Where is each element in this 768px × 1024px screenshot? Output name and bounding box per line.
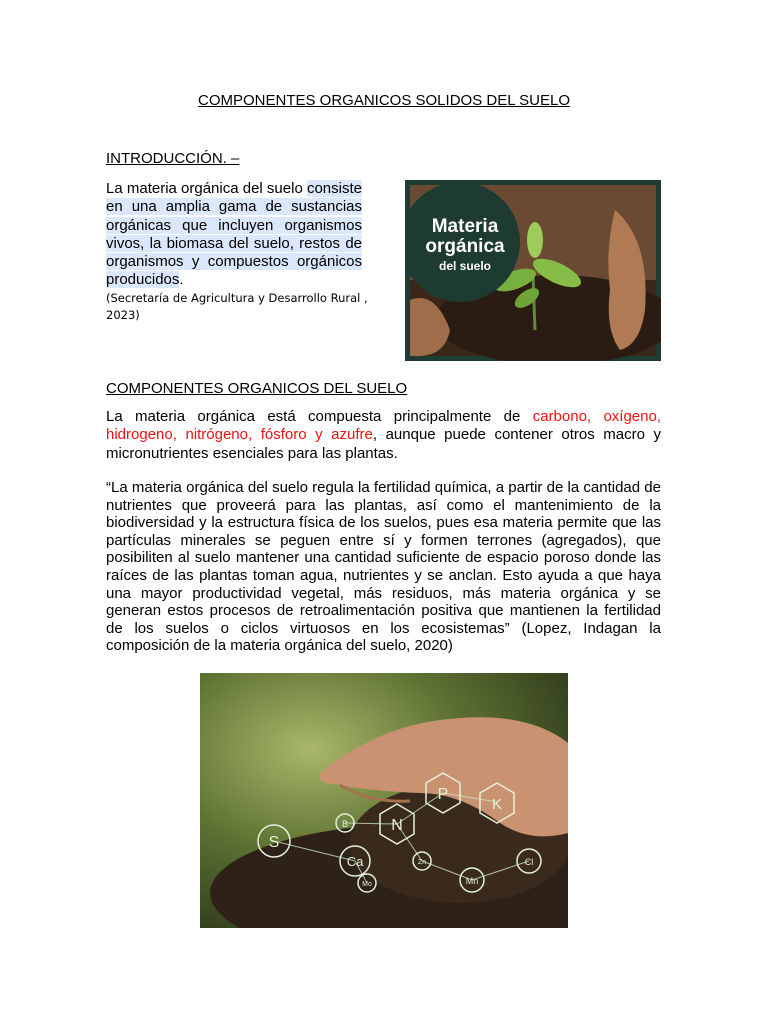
nutrient-label-ca: Ca bbox=[346, 854, 364, 869]
nutrient-label-b: B bbox=[341, 819, 349, 829]
components-paragraph bbox=[106, 408, 661, 463]
intro-text-plain: La materia orgánica del suelo bbox=[106, 180, 303, 197]
page-title: COMPONENTES ORGANICOS SOLIDOS DEL SUELO bbox=[197, 92, 571, 109]
nutrient-label-k: K bbox=[491, 796, 503, 813]
materia-organica-illustration bbox=[405, 180, 661, 361]
nutrient-label-zn: Zn bbox=[417, 859, 427, 866]
nutrient-label-mo: Mo bbox=[362, 881, 372, 888]
materia-line1: Materia bbox=[431, 216, 499, 237]
nutrient-label-p: P bbox=[437, 786, 449, 803]
components-elements: carbono, oxígeno, hidrogeno, nitrógeno, fósforo y azufre bbox=[106, 408, 661, 444]
intro-text-end: . bbox=[179, 271, 184, 289]
intro-paragraph bbox=[106, 180, 362, 290]
quote-paragraph: “La materia orgánica del suelo regula la fertilidad química, a partir de la cantidad de nutrientes que proveerá para las plantas, así como el mantenimiento de la biodiversidad y la estructura física de los suelos, pues esa materia permite que las partículas minerales se peguen entre sí y formen terrones (agregados), que posibiliten al suelo mantener una cantidad suficiente de espacio poroso donde las raíces de las plantas toman agua, nutrientes y se anclan. Esto ayuda a que haya una mayor productividad vegetal, más residuos, más materia orgánica y se generan estos procesos de retroalimentación positiva que mantienen la fertilidad de los suelos o ciclos virtuosos en los ecosistemas” (Lopez, Indagan la composición de la materia orgánica del suelo, 2020) bbox=[106, 479, 661, 655]
materia-line2: orgánica bbox=[425, 236, 505, 257]
intro-heading: INTRODUCCIÓN. – bbox=[106, 150, 240, 167]
components-text-end: , aunque puede contener otros macro y micronutrientes esenciales para las plantas. bbox=[106, 426, 661, 462]
nutrient-label-n: N bbox=[391, 817, 403, 834]
nutrients-image bbox=[200, 673, 568, 928]
nutrient-label-mn: Mn bbox=[465, 876, 479, 886]
materia-line3: del suelo bbox=[438, 259, 492, 273]
nutrient-label-cl: Cl bbox=[524, 857, 534, 867]
materia-organica-image bbox=[405, 180, 661, 361]
nutrient-label-s: S bbox=[268, 834, 280, 851]
components-text-start: La materia orgánica está compuesta principalmente de bbox=[106, 408, 533, 425]
intro-citation: (Secretaría de Agricultura y Desarrollo Rural , 2023) bbox=[106, 291, 368, 322]
components-heading: COMPONENTES ORGANICOS DEL SUELO bbox=[106, 380, 408, 397]
intro-text-highlight: consiste en una amplia gama de sustancias orgánicas que incluyen organismos vivos, la biomasa del suelo, restos de organismos y compuestos orgánicos producidos bbox=[106, 180, 362, 289]
nutrients-illustration bbox=[200, 673, 568, 928]
